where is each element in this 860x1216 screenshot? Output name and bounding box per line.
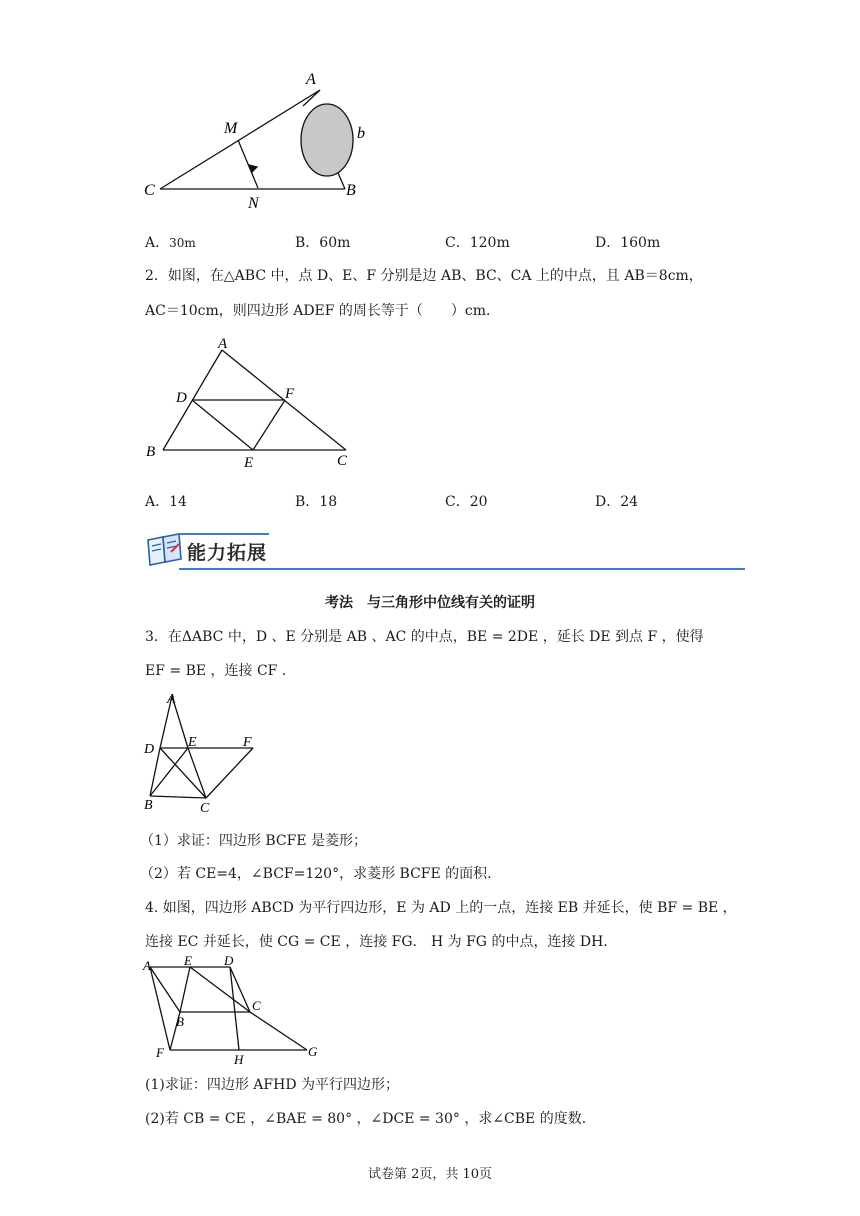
book-icon bbox=[145, 532, 185, 568]
q1-option-a: A．30m bbox=[145, 235, 196, 251]
q2-option-d: D．24 bbox=[595, 494, 639, 510]
label-F: F bbox=[156, 1045, 164, 1060]
label-N: N bbox=[248, 195, 259, 212]
q2-option-a: A．14 bbox=[145, 494, 187, 510]
label-D: D bbox=[144, 742, 155, 757]
figure-3-diagram bbox=[140, 688, 270, 813]
label-G: G bbox=[308, 1044, 318, 1059]
label-C: C bbox=[200, 801, 210, 813]
q3-line-2: EF = BE ，连接 CF . bbox=[145, 663, 287, 679]
label-D: D bbox=[176, 390, 187, 406]
q2-option-c: C．20 bbox=[445, 494, 488, 510]
label-F: F bbox=[243, 735, 252, 750]
label-C: C bbox=[337, 453, 348, 469]
label-E: E bbox=[184, 956, 192, 968]
q2-line-1: 2．如图，在△ABC 中，点 D、E、F 分别是边 AB、BC、CA 上的中点，且 AB＝8cm， bbox=[145, 268, 703, 284]
label-C: C bbox=[144, 182, 155, 199]
q4-part-2: (2)若 CB = CE ，∠BAE = 80° ，∠DCE = 30° ，求∠CBE 的度数. bbox=[145, 1111, 587, 1127]
page-footer: 试卷第 2页，共 10页 bbox=[367, 1167, 493, 1182]
figure-2-diagram bbox=[140, 335, 360, 475]
q3-part-2: （2）若 CE=4，∠BCF=120°，求菱形 BCFE 的面积. bbox=[140, 866, 492, 882]
label-A: A bbox=[218, 336, 228, 352]
q3-line-1: 3．在ΔABC 中，D 、E 分别是 AB 、AC 的中点，BE = 2DE ，延长 DE 到点 F ，使得 bbox=[145, 629, 704, 645]
q1-option-c: C．120m bbox=[445, 235, 510, 251]
figure-1-diagram bbox=[140, 70, 380, 215]
label-A: A bbox=[306, 71, 316, 88]
ellipse-b bbox=[301, 104, 353, 176]
q1-option-d: D．160m bbox=[595, 235, 661, 251]
label-E: E bbox=[188, 735, 197, 750]
label-C: C bbox=[252, 998, 261, 1013]
label-M: M bbox=[224, 120, 238, 137]
label-B: B bbox=[144, 798, 153, 813]
label-b: b bbox=[357, 125, 365, 142]
label-F: F bbox=[285, 386, 295, 402]
label-B: B bbox=[146, 444, 156, 460]
q3-part-1: （1）求证：四边形 BCFE 是菱形； bbox=[140, 833, 368, 849]
q4-line-2: 连接 EC 并延长，使 CG = CE ，连接 FG． H 为 FG 的中点，连接 DH． bbox=[145, 934, 618, 950]
label-E: E bbox=[244, 455, 254, 471]
label-A: A bbox=[143, 958, 151, 973]
label-B: B bbox=[346, 182, 356, 199]
q4-part-1: (1)求证：四边形 AFHD 为平行四边形； bbox=[145, 1077, 399, 1093]
section-banner bbox=[145, 528, 745, 572]
label-D: D bbox=[224, 956, 234, 968]
q4-line-1: 4. 如图，四边形 ABCD 为平行四边形，E 为 AD 上的一点，连接 EB 并延长，使 BF = BE ， bbox=[145, 900, 737, 916]
section-title: 考法 与三角形中位线有关的证明 bbox=[325, 595, 535, 611]
banner-title: 能力拓展 bbox=[187, 542, 268, 564]
label-A: A bbox=[167, 692, 176, 707]
figure-4-diagram bbox=[140, 956, 330, 1066]
q1-option-b: B．60m bbox=[295, 235, 351, 251]
q2-option-b: B．18 bbox=[295, 494, 338, 510]
q2-line-2: AC＝10cm，则四边形 ADEF 的周长等于（ ）cm． bbox=[145, 303, 501, 319]
label-B: B bbox=[176, 1014, 184, 1029]
label-H: H bbox=[234, 1052, 244, 1066]
